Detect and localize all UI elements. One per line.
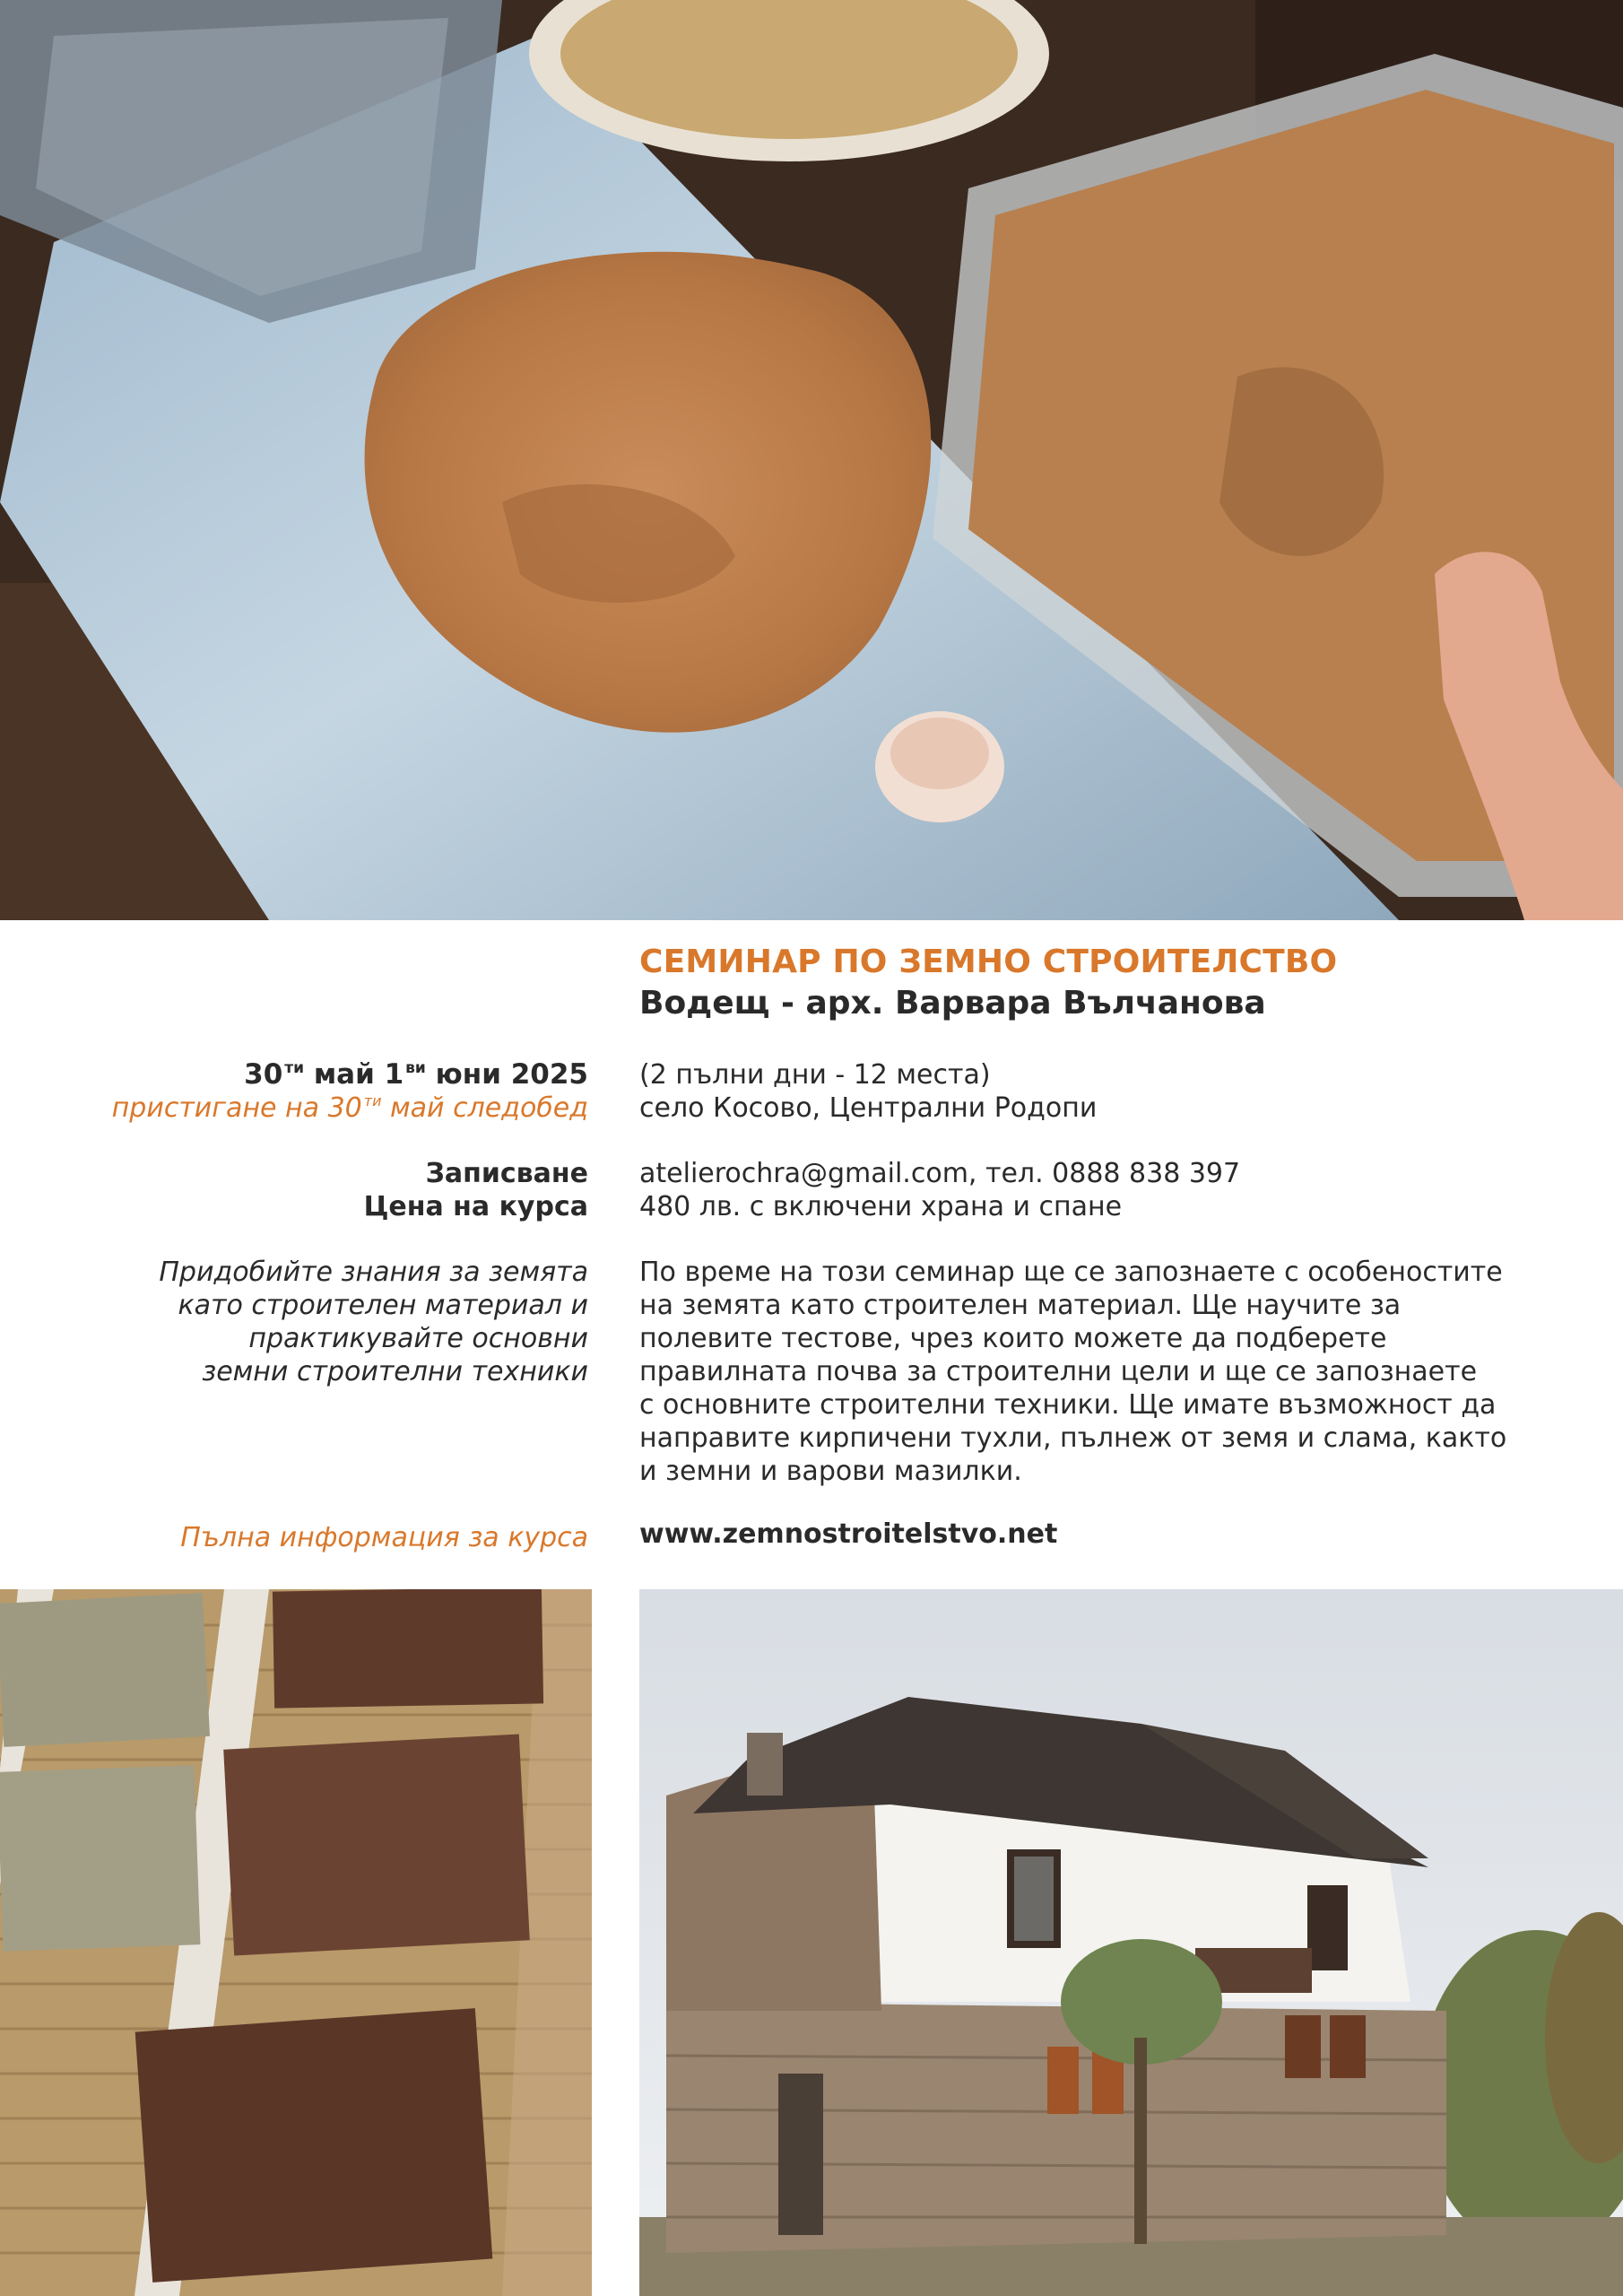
course-description [639, 1256, 1506, 1488]
rhodope-house-illustration [639, 1589, 1623, 2296]
date-end: юни 2025 [425, 1058, 588, 1091]
arrival-end: май следобед [381, 1092, 588, 1124]
description-line: и земни и варови мазилки. [639, 1456, 1022, 1487]
date-mid: май 1 [304, 1058, 404, 1091]
event-duration: (2 пълни дни - 12 места) [639, 1059, 991, 1091]
registration-contact[interactable]: atelierochra@gmail.com, тел. 0888 838 397 [639, 1158, 1241, 1189]
date-day1: 30 [244, 1058, 283, 1091]
tagline-line: практикувайте основни [248, 1323, 588, 1354]
seminar-title: СЕМИНАР ПО ЗЕМНО СТРОИТЕЛСТВО [639, 944, 1338, 980]
price-label: Цена на курса [363, 1191, 588, 1222]
hero-photo [0, 0, 1623, 920]
event-location: село Косово, Централни Родопи [639, 1092, 1098, 1124]
house-photo [639, 1589, 1623, 2296]
date-day2-suffix: ви [405, 1059, 426, 1077]
bricks-photo [0, 1589, 592, 2296]
description-line: направите кирпичени тухли, пълнеж от земя и слама, както [639, 1422, 1507, 1454]
event-dates [244, 1058, 588, 1091]
adobe-bricks-illustration [0, 1589, 592, 2296]
more-info-label: Пълна информация за курса [180, 1522, 588, 1553]
arrival-note [112, 1092, 588, 1124]
earth-mixing-illustration [0, 0, 1623, 920]
arrival-prefix: пристигане на 30 [111, 1092, 362, 1124]
description-line: на земята като строителен материал. Ще научите за [639, 1290, 1402, 1321]
seminar-leader: Водещ - арх. Варвара Вълчанова [639, 985, 1266, 1022]
tagline-line: земни строителни техники [202, 1356, 588, 1387]
tagline [159, 1256, 588, 1388]
description-line: По време на този семинар ще се запознаете с особеностите [639, 1257, 1503, 1288]
description-line: правилната почва за строителни цели и ще се запознаете [639, 1356, 1478, 1387]
arrival-suffix: ти [363, 1092, 382, 1109]
tagline-line: като строителен материал и [178, 1290, 588, 1321]
registration-label: Записване [425, 1158, 588, 1189]
description-line: полевите тестове, чрез които можете да подберете [639, 1323, 1387, 1354]
tagline-line: Придобийте знания за земята [159, 1257, 588, 1288]
date-day1-suffix: ти [284, 1059, 305, 1077]
price-value: 480 лв. с включени храна и спане [639, 1191, 1123, 1222]
website-link[interactable]: www.zemnostroitelstvo.net [639, 1518, 1058, 1550]
description-line: с основните строителни техники. Ще имате възможност да [639, 1389, 1497, 1421]
